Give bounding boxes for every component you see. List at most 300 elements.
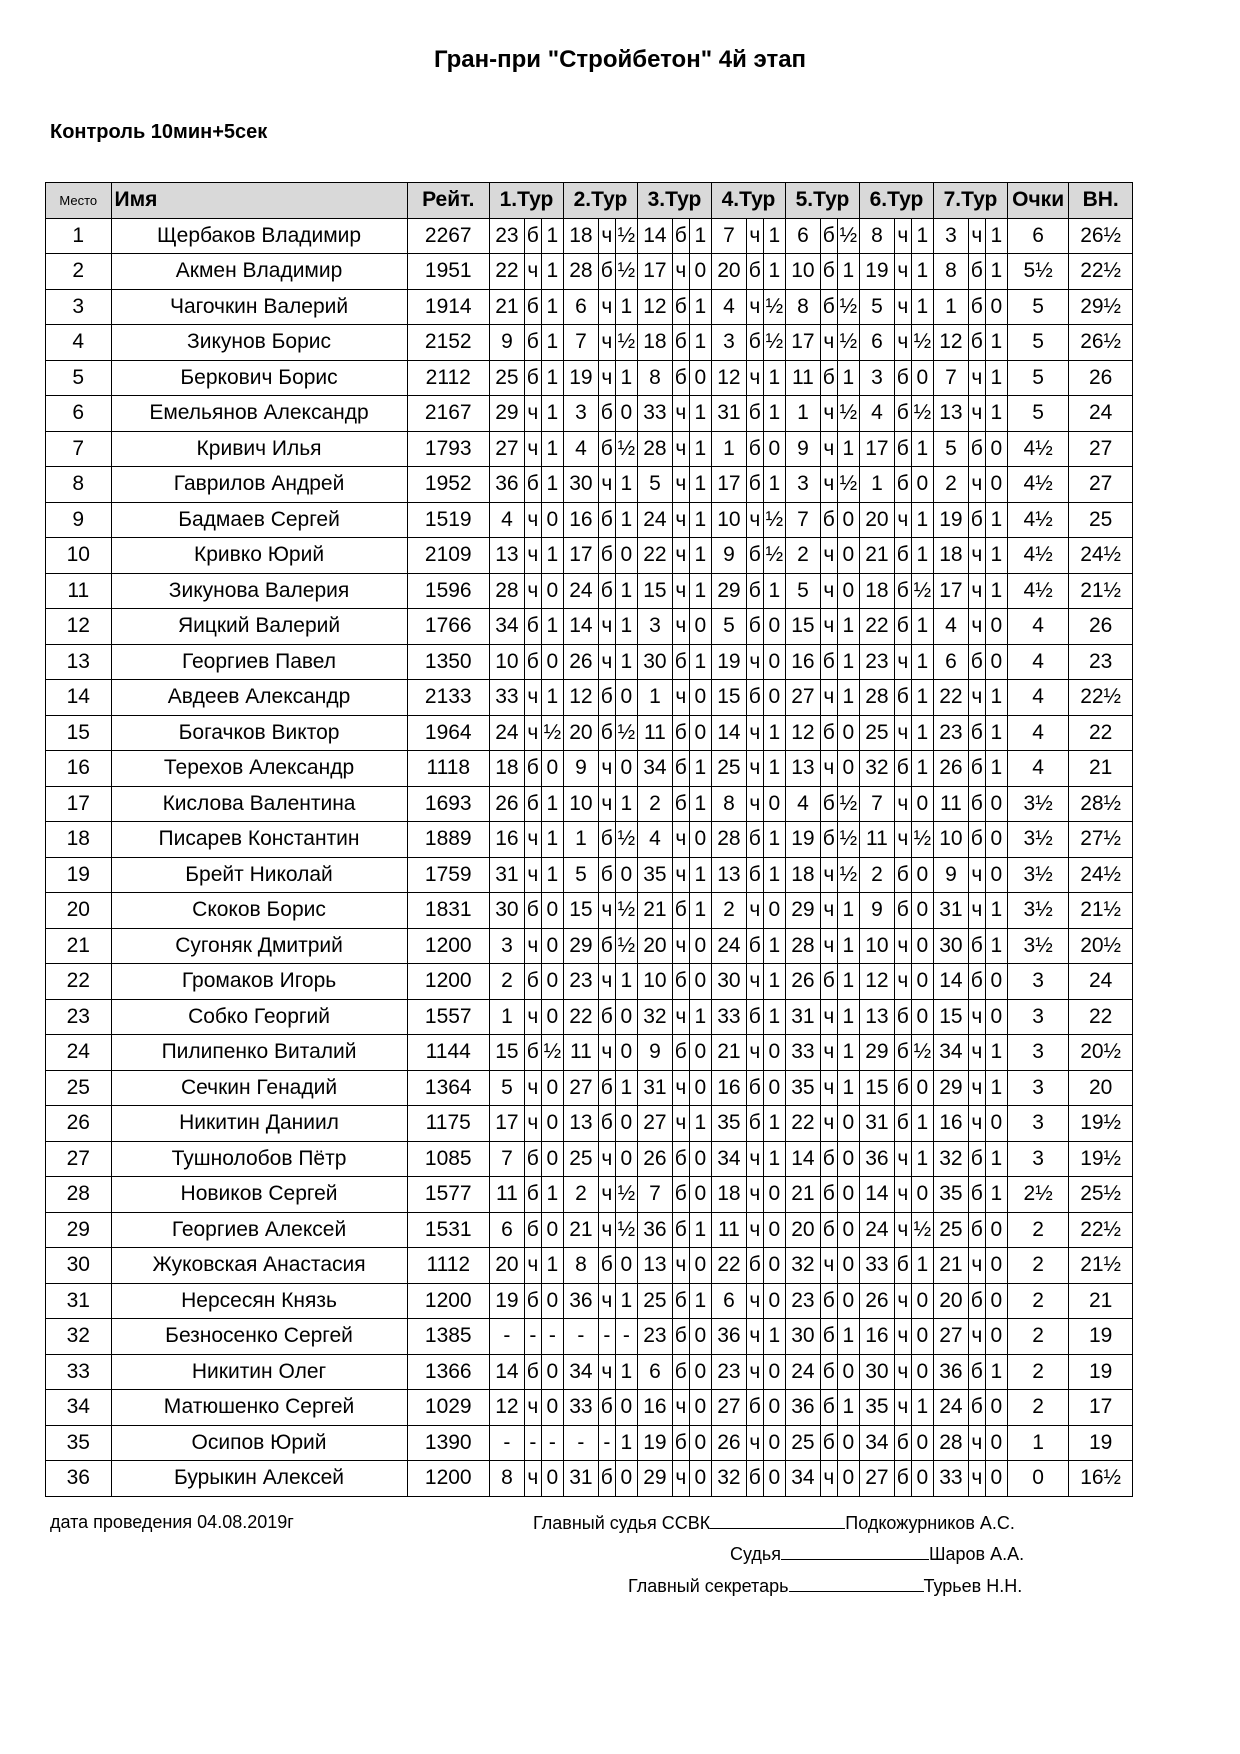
round-color-cell: ч: [746, 1177, 763, 1213]
round-result-cell: ½: [615, 1212, 637, 1248]
table-row: [46, 893, 1133, 929]
round-color-cell: ч: [968, 893, 985, 929]
round-opponent-cell: 2: [489, 964, 524, 1000]
round-opponent-cell: 31: [489, 857, 524, 893]
round-opponent-cell: 26: [637, 1141, 672, 1177]
table-row: [46, 360, 1133, 396]
header-round-3: 3.Тур: [637, 183, 711, 219]
round-opponent-cell: 12: [933, 325, 968, 361]
round-color-cell: ч: [524, 502, 541, 538]
round-opponent-cell: 7: [637, 1177, 672, 1213]
place-cell: 1: [46, 218, 112, 254]
round-result-cell: 0: [763, 1283, 785, 1319]
round-result-cell: 0: [689, 1461, 711, 1497]
round-opponent-cell: 5: [563, 857, 598, 893]
round-opponent-cell: 26: [489, 786, 524, 822]
round-result-cell: 0: [615, 538, 637, 574]
round-opponent-cell: 20: [489, 1248, 524, 1284]
round-result-cell: 1: [763, 1319, 785, 1355]
tiebreak-cell: 20½: [1069, 1035, 1133, 1071]
header-round-2: 2.Тур: [563, 183, 637, 219]
round-opponent-cell: 20: [711, 254, 746, 290]
round-color-cell: б: [598, 715, 615, 751]
round-opponent-cell: 16: [933, 1106, 968, 1142]
round-color-cell: б: [894, 360, 911, 396]
round-result-cell: 1: [837, 1390, 859, 1426]
round-color-cell: ч: [820, 325, 837, 361]
round-color-cell: б: [894, 573, 911, 609]
tiebreak-cell: 19: [1069, 1354, 1133, 1390]
rating-cell: 1693: [407, 786, 489, 822]
round-result-cell: 0: [985, 1283, 1007, 1319]
round-color-cell: б: [524, 360, 541, 396]
secretary-label: Главный секретарь: [628, 1576, 789, 1596]
judge-name: Шаров А.А.: [929, 1544, 1025, 1564]
round-opponent-cell: 8: [859, 218, 894, 254]
round-result-cell: 0: [911, 360, 933, 396]
round-opponent-cell: 5: [711, 609, 746, 645]
round-color-cell: б: [894, 1035, 911, 1071]
round-color-cell: ч: [820, 1070, 837, 1106]
round-color-cell: ч: [894, 1354, 911, 1390]
round-color-cell: б: [524, 467, 541, 503]
round-color-cell: ч: [598, 1177, 615, 1213]
round-opponent-cell: 3: [859, 360, 894, 396]
table-row: [46, 1319, 1133, 1355]
round-color-cell: ч: [820, 1248, 837, 1284]
rating-cell: 2133: [407, 680, 489, 716]
round-result-cell: 0: [689, 1070, 711, 1106]
round-color-cell: ч: [746, 360, 763, 396]
round-result-cell: 0: [689, 1390, 711, 1426]
table-row: [46, 1248, 1133, 1284]
place-cell: 30: [46, 1248, 112, 1284]
round-color-cell: б: [672, 1141, 689, 1177]
round-color-cell: ч: [598, 467, 615, 503]
round-result-cell: 0: [763, 893, 785, 929]
round-color-cell: ч: [820, 1106, 837, 1142]
round-result-cell: 1: [615, 502, 637, 538]
table-row: [46, 289, 1133, 325]
round-color-cell: ч: [746, 1354, 763, 1390]
place-cell: 14: [46, 680, 112, 716]
rating-cell: 1200: [407, 928, 489, 964]
round-opponent-cell: 19: [563, 360, 598, 396]
round-result-cell: ½: [837, 289, 859, 325]
round-result-cell: 0: [985, 431, 1007, 467]
round-result-cell: 1: [985, 1141, 1007, 1177]
round-opponent-cell: 18: [933, 538, 968, 574]
round-color-cell: ч: [672, 928, 689, 964]
round-opponent-cell: 22: [785, 1106, 820, 1142]
round-color-cell: ч: [746, 1283, 763, 1319]
round-result-cell: 1: [911, 680, 933, 716]
rating-cell: 1390: [407, 1425, 489, 1461]
round-result-cell: 0: [541, 964, 563, 1000]
round-opponent-cell: 36: [563, 1283, 598, 1319]
judge-signature: [730, 1543, 1024, 1565]
round-opponent-cell: 15: [785, 609, 820, 645]
round-result-cell: 0: [541, 1461, 563, 1497]
round-result-cell: 1: [837, 431, 859, 467]
header-place: Место: [46, 183, 112, 219]
round-result-cell: ½: [615, 218, 637, 254]
round-opponent-cell: 36: [859, 1141, 894, 1177]
tiebreak-cell: 19: [1069, 1319, 1133, 1355]
round-opponent-cell: 7: [711, 218, 746, 254]
place-cell: 19: [46, 857, 112, 893]
round-color-cell: ч: [894, 502, 911, 538]
round-opponent-cell: 23: [859, 644, 894, 680]
round-result-cell: 1: [615, 467, 637, 503]
round-color-cell: ч: [746, 644, 763, 680]
round-color-cell: б: [820, 289, 837, 325]
round-result-cell: 1: [541, 680, 563, 716]
round-opponent-cell: 14: [711, 715, 746, 751]
round-color-cell: б: [524, 751, 541, 787]
round-result-cell: 1: [689, 538, 711, 574]
round-color-cell: ч: [894, 1212, 911, 1248]
round-color-cell: ч: [968, 609, 985, 645]
tiebreak-cell: 22½: [1069, 254, 1133, 290]
tiebreak-cell: 19½: [1069, 1141, 1133, 1177]
round-result-cell: 1: [763, 467, 785, 503]
round-result-cell: 0: [615, 1141, 637, 1177]
round-opponent-cell: 5: [785, 573, 820, 609]
points-cell: 3½: [1007, 822, 1068, 858]
round-result-cell: 0: [541, 928, 563, 964]
round-opponent-cell: 5: [933, 431, 968, 467]
player-name-cell: Акмен Владимир: [111, 254, 407, 290]
round-opponent-cell: 28: [489, 573, 524, 609]
tiebreak-cell: 21½: [1069, 893, 1133, 929]
round-opponent-cell: 13: [785, 751, 820, 787]
tiebreak-cell: 26: [1069, 360, 1133, 396]
round-color-cell: ч: [524, 573, 541, 609]
round-opponent-cell: 25: [859, 715, 894, 751]
round-color-cell: ч: [820, 751, 837, 787]
round-result-cell: 1: [763, 928, 785, 964]
round-color-cell: ч: [524, 680, 541, 716]
points-cell: 3: [1007, 964, 1068, 1000]
table-row: [46, 396, 1133, 432]
round-opponent-cell: 30: [489, 893, 524, 929]
round-result-cell: 1: [985, 538, 1007, 574]
round-color-cell: б: [672, 218, 689, 254]
table-row: [46, 1354, 1133, 1390]
round-result-cell: 1: [541, 467, 563, 503]
round-color-cell: ч: [524, 538, 541, 574]
place-cell: 23: [46, 999, 112, 1035]
round-color-cell: ч: [672, 999, 689, 1035]
table-row: [46, 431, 1133, 467]
round-opponent-cell: 26: [859, 1283, 894, 1319]
round-result-cell: ½: [763, 502, 785, 538]
round-result-cell: 1: [615, 289, 637, 325]
round-opponent-cell: 33: [489, 680, 524, 716]
round-opponent-cell: 34: [711, 1141, 746, 1177]
round-result-cell: 1: [985, 218, 1007, 254]
table-header-row: [46, 183, 1133, 219]
chief-judge-name: Подкожурников А.С.: [845, 1513, 1015, 1533]
round-color-cell: ч: [820, 680, 837, 716]
points-cell: 2: [1007, 1390, 1068, 1426]
round-result-cell: 1: [615, 609, 637, 645]
place-cell: 21: [46, 928, 112, 964]
round-opponent-cell: 8: [785, 289, 820, 325]
round-opponent-cell: 3: [637, 609, 672, 645]
round-result-cell: 0: [985, 1248, 1007, 1284]
rating-cell: 1364: [407, 1070, 489, 1106]
player-name-cell: Пилипенко Виталий: [111, 1035, 407, 1071]
place-cell: 35: [46, 1425, 112, 1461]
round-color-cell: ч: [672, 609, 689, 645]
round-color-cell: б: [746, 538, 763, 574]
place-cell: 2: [46, 254, 112, 290]
round-result-cell: 0: [911, 1070, 933, 1106]
round-result-cell: 0: [837, 1283, 859, 1319]
round-result-cell: 0: [985, 644, 1007, 680]
round-opponent-cell: 27: [933, 1319, 968, 1355]
tiebreak-cell: 27: [1069, 431, 1133, 467]
round-result-cell: 1: [985, 1035, 1007, 1071]
player-name-cell: Собко Георгий: [111, 999, 407, 1035]
round-color-cell: б: [820, 964, 837, 1000]
round-opponent-cell: 23: [637, 1319, 672, 1355]
round-opponent-cell: 24: [933, 1390, 968, 1426]
round-color-cell: -: [524, 1425, 541, 1461]
table-row: [46, 644, 1133, 680]
round-result-cell: 0: [541, 751, 563, 787]
player-name-cell: Жуковская Анастасия: [111, 1248, 407, 1284]
round-result-cell: 0: [911, 857, 933, 893]
round-opponent-cell: 29: [859, 1035, 894, 1071]
round-opponent-cell: 16: [785, 644, 820, 680]
round-opponent-cell: 33: [785, 1035, 820, 1071]
round-opponent-cell: 36: [489, 467, 524, 503]
round-opponent-cell: 19: [785, 822, 820, 858]
round-opponent-cell: 14: [785, 1141, 820, 1177]
round-opponent-cell: 27: [711, 1390, 746, 1426]
round-color-cell: ч: [524, 1248, 541, 1284]
standings-body: [46, 218, 1133, 1496]
round-color-cell: ч: [524, 928, 541, 964]
round-color-cell: б: [598, 928, 615, 964]
table-row: [46, 822, 1133, 858]
round-result-cell: 0: [837, 1248, 859, 1284]
tiebreak-cell: 20: [1069, 1070, 1133, 1106]
round-result-cell: 1: [985, 254, 1007, 290]
table-row: [46, 1141, 1133, 1177]
round-color-cell: ч: [524, 1390, 541, 1426]
round-color-cell: б: [820, 822, 837, 858]
round-color-cell: ч: [598, 1212, 615, 1248]
round-color-cell: б: [524, 325, 541, 361]
round-color-cell: б: [968, 1177, 985, 1213]
round-color-cell: ч: [672, 431, 689, 467]
round-color-cell: ч: [672, 1390, 689, 1426]
round-color-cell: ч: [820, 928, 837, 964]
round-color-cell: б: [746, 857, 763, 893]
round-result-cell: 0: [541, 1354, 563, 1390]
round-result-cell: 0: [763, 1461, 785, 1497]
round-result-cell: 0: [837, 573, 859, 609]
tiebreak-cell: 24½: [1069, 857, 1133, 893]
round-result-cell: ½: [837, 396, 859, 432]
rating-cell: 1519: [407, 502, 489, 538]
round-color-cell: ч: [746, 964, 763, 1000]
round-result-cell: 1: [541, 218, 563, 254]
round-opponent-cell: 10: [563, 786, 598, 822]
round-opponent-cell: 34: [785, 1461, 820, 1497]
round-opponent-cell: 1: [637, 680, 672, 716]
round-result-cell: 1: [541, 289, 563, 325]
header-rating: Рейт.: [407, 183, 489, 219]
round-opponent-cell: 33: [933, 1461, 968, 1497]
round-result-cell: 1: [837, 964, 859, 1000]
rating-cell: 2109: [407, 538, 489, 574]
signature-line: [710, 1512, 845, 1529]
player-name-cell: Кислова Валентина: [111, 786, 407, 822]
round-color-cell: б: [524, 1177, 541, 1213]
round-opponent-cell: 2: [563, 1177, 598, 1213]
round-opponent-cell: 32: [785, 1248, 820, 1284]
round-color-cell: ч: [746, 218, 763, 254]
round-result-cell: 1: [985, 893, 1007, 929]
round-result-cell: 0: [985, 609, 1007, 645]
round-result-cell: 0: [541, 502, 563, 538]
points-cell: 4: [1007, 644, 1068, 680]
round-opponent-cell: 20: [785, 1212, 820, 1248]
round-color-cell: ч: [524, 396, 541, 432]
round-color-cell: б: [598, 1070, 615, 1106]
round-color-cell: б: [746, 573, 763, 609]
round-result-cell: 0: [615, 680, 637, 716]
round-result-cell: 1: [763, 360, 785, 396]
round-opponent-cell: 28: [637, 431, 672, 467]
round-result-cell: 0: [763, 1354, 785, 1390]
round-opponent-cell: 31: [711, 396, 746, 432]
round-color-cell: б: [598, 431, 615, 467]
round-result-cell: ½: [911, 573, 933, 609]
round-result-cell: 1: [615, 644, 637, 680]
player-name-cell: Бурыкин Алексей: [111, 1461, 407, 1497]
table-row: [46, 928, 1133, 964]
points-cell: 5½: [1007, 254, 1068, 290]
round-result-cell: 1: [615, 1425, 637, 1461]
round-color-cell: б: [820, 218, 837, 254]
round-opponent-cell: 29: [489, 396, 524, 432]
round-result-cell: 0: [763, 1070, 785, 1106]
round-opponent-cell: 30: [563, 467, 598, 503]
tiebreak-cell: 27: [1069, 467, 1133, 503]
round-color-cell: ч: [746, 1141, 763, 1177]
round-color-cell: б: [820, 1425, 837, 1461]
round-opponent-cell: 22: [711, 1248, 746, 1284]
round-opponent-cell: 35: [637, 857, 672, 893]
round-color-cell: -: [598, 1425, 615, 1461]
player-name-cell: Беркович Борис: [111, 360, 407, 396]
round-result-cell: 1: [911, 431, 933, 467]
table-row: [46, 1461, 1133, 1497]
round-result-cell: 1: [689, 857, 711, 893]
rating-cell: 1889: [407, 822, 489, 858]
round-result-cell: 0: [689, 1354, 711, 1390]
round-result-cell: 1: [985, 715, 1007, 751]
round-color-cell: б: [968, 786, 985, 822]
round-result-cell: 1: [911, 715, 933, 751]
round-opponent-cell: 35: [785, 1070, 820, 1106]
round-opponent-cell: 4: [785, 786, 820, 822]
round-color-cell: ч: [968, 538, 985, 574]
table-row: [46, 502, 1133, 538]
round-color-cell: ч: [598, 893, 615, 929]
player-name-cell: Новиков Сергей: [111, 1177, 407, 1213]
round-result-cell: 0: [985, 822, 1007, 858]
round-color-cell: б: [820, 644, 837, 680]
round-color-cell: б: [598, 538, 615, 574]
round-opponent-cell: 16: [489, 822, 524, 858]
round-opponent-cell: 30: [933, 928, 968, 964]
round-result-cell: 0: [689, 1425, 711, 1461]
round-result-cell: 1: [911, 289, 933, 325]
round-opponent-cell: 13: [711, 857, 746, 893]
round-opponent-cell: 24: [711, 928, 746, 964]
table-row: [46, 218, 1133, 254]
round-color-cell: ч: [672, 538, 689, 574]
place-cell: 31: [46, 1283, 112, 1319]
round-opponent-cell: 33: [563, 1390, 598, 1426]
place-cell: 13: [46, 644, 112, 680]
round-opponent-cell: 13: [563, 1106, 598, 1142]
round-color-cell: б: [746, 1461, 763, 1497]
round-opponent-cell: 15: [637, 573, 672, 609]
round-result-cell: 0: [911, 893, 933, 929]
round-result-cell: 1: [837, 609, 859, 645]
points-cell: 4: [1007, 680, 1068, 716]
round-opponent-cell: 2: [933, 467, 968, 503]
round-color-cell: ч: [894, 218, 911, 254]
round-color-cell: ч: [746, 1035, 763, 1071]
round-color-cell: ч: [968, 1248, 985, 1284]
player-name-cell: Сугоняк Дмитрий: [111, 928, 407, 964]
round-result-cell: 1: [689, 893, 711, 929]
round-opponent-cell: 19: [637, 1425, 672, 1461]
round-color-cell: б: [820, 715, 837, 751]
round-opponent-cell: 28: [859, 680, 894, 716]
round-result-cell: 0: [615, 1461, 637, 1497]
round-result-cell: 1: [763, 254, 785, 290]
round-result-cell: 0: [689, 609, 711, 645]
round-opponent-cell: 8: [563, 1248, 598, 1284]
points-cell: 2: [1007, 1212, 1068, 1248]
round-color-cell: ч: [894, 1319, 911, 1355]
round-opponent-cell: 9: [637, 1035, 672, 1071]
points-cell: 3½: [1007, 928, 1068, 964]
round-result-cell: 0: [763, 1212, 785, 1248]
round-opponent-cell: 10: [859, 928, 894, 964]
round-color-cell: ч: [968, 396, 985, 432]
round-color-cell: ч: [746, 751, 763, 787]
round-result-cell: 1: [689, 431, 711, 467]
round-color-cell: б: [968, 325, 985, 361]
round-color-cell: б: [968, 715, 985, 751]
player-name-cell: Брейт Николай: [111, 857, 407, 893]
round-result-cell: 1: [689, 1212, 711, 1248]
tiebreak-cell: 29½: [1069, 289, 1133, 325]
round-result-cell: 0: [985, 289, 1007, 325]
round-opponent-cell: 18: [563, 218, 598, 254]
